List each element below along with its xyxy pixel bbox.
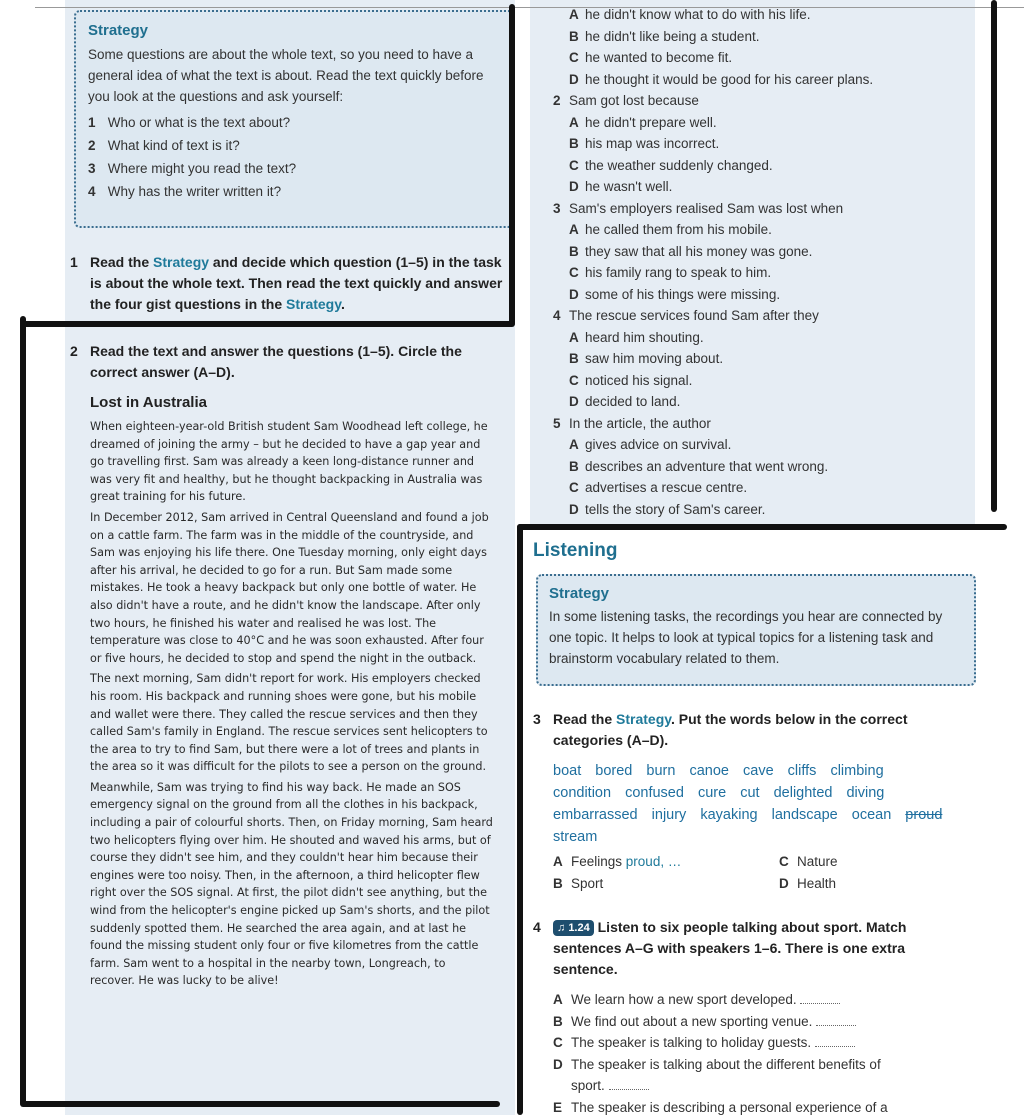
vocab-word[interactable]: bored bbox=[595, 763, 632, 779]
vocab-word[interactable]: proud bbox=[905, 807, 942, 823]
vocab-word[interactable]: injury bbox=[652, 807, 687, 823]
vocab-word[interactable]: cave bbox=[743, 763, 774, 779]
word-list bbox=[553, 760, 953, 848]
audio-track-badge[interactable]: ♫ 1.24 bbox=[553, 920, 594, 936]
marker-stroke bbox=[517, 524, 523, 1115]
category-A: A Feelings proud, … bbox=[553, 851, 681, 872]
story-text bbox=[90, 418, 493, 993]
top-rule bbox=[35, 7, 1024, 8]
marker-stroke bbox=[20, 321, 515, 327]
answer-option[interactable]: D some of his things were missing. bbox=[569, 284, 780, 306]
strategy-title: Strategy bbox=[549, 585, 609, 602]
match-sentence: D The speaker is talking about the different benefits of bbox=[553, 1054, 963, 1076]
match-sentence: C The speaker is talking to holiday guests. bbox=[553, 1032, 963, 1054]
vocab-word[interactable]: kayaking bbox=[700, 807, 757, 823]
task-number: 4 bbox=[533, 917, 541, 938]
strategy-link[interactable]: Strategy bbox=[286, 296, 341, 312]
answer-option[interactable]: A he didn't prepare well. bbox=[569, 112, 717, 134]
vocab-word[interactable]: cut bbox=[740, 785, 759, 801]
answer-option[interactable]: D tells the story of Sam's career. bbox=[569, 499, 765, 521]
story-paragraph: Meanwhile, Sam was trying to find his way back. He made an SOS emergency signal on the ground from all the clothes in his backpack, including a pair of colourful shorts. Then, on Friday morning, Sam heard two helicopters flying over him. He shouted and waved his arms, but of course they didn't see him, and they couldn't hear him because their engines were too noisy. Then, in the afternoon, a third helicopter flew right over the SOS signal. At first, the pilot didn't see anything, but the wind from the helicopter's engine picked up Sam's shorts, and the pilot suddenly spotted them. He searched the area again, and at last he found the missing student only four or five kilometres from the cattle farm. Sam went to a hospital in the nearby town, Longreach, to recover. He was lucky to be alive! bbox=[90, 779, 493, 990]
story-paragraph: In December 2012, Sam arrived in Central Queensland and found a job on a cattle farm. The farm was in the middle of the countryside, and Sam was enjoying his life there. One Tuesday morning, only eight days after his arrival, he decided to go for a run. But Sam made some mistakes. He took a heavy backpack but only one bottle of water. He also didn't have a route, and he didn't know the landscape. After only two hours, he finished his water and realised he was lost. The temperature was close to 40°C and he was soon exhausted. After four or five hours, he decided to stop and spend the night in the outback. bbox=[90, 509, 493, 667]
marker-stroke bbox=[517, 524, 1007, 530]
story-title: Lost in Australia bbox=[90, 394, 207, 411]
vocab-word[interactable]: condition bbox=[553, 785, 611, 801]
answer-blank[interactable] bbox=[815, 1046, 855, 1047]
category-C: C Nature bbox=[779, 851, 838, 872]
task-number: 1 bbox=[70, 252, 78, 273]
answer-option[interactable]: A he called them from his mobile. bbox=[569, 219, 772, 241]
answer-option[interactable]: B he didn't like being a student. bbox=[569, 26, 759, 48]
answer-option[interactable]: B they saw that all his money was gone. bbox=[569, 241, 812, 263]
answer-option[interactable]: C advertises a rescue centre. bbox=[569, 477, 747, 499]
strategy-text: In some listening tasks, the recordings you hear are connected by one topic. It helps to look at typical topics for a listening task and brainstorm vocabulary related to them. bbox=[549, 606, 964, 669]
question-stem: 3 Sam's employers realised Sam was lost when bbox=[553, 198, 843, 220]
strategy-question: 2 What kind of text is it? bbox=[88, 135, 498, 158]
answer-blank[interactable] bbox=[609, 1089, 649, 1090]
vocab-word[interactable]: confused bbox=[625, 785, 684, 801]
category-D: D Health bbox=[779, 873, 836, 894]
story-paragraph: When eighteen-year-old British student Sam Woodhead left college, he dreamed of joining the army – but he decided to have a gap year and go travelling first. Sam was already a keen long-distance runner and was very fit and healthy, but he thought backpacking in Australia was great training for his future. bbox=[90, 418, 493, 506]
answer-option[interactable]: A heard him shouting. bbox=[569, 327, 704, 349]
vocab-word[interactable]: landscape bbox=[772, 807, 838, 823]
answer-option[interactable]: D he thought it would be good for his career plans. bbox=[569, 69, 873, 91]
vocab-word[interactable]: delighted bbox=[774, 785, 833, 801]
answer-option[interactable]: C he wanted to become fit. bbox=[569, 47, 732, 69]
answer-option[interactable]: C his family rang to speak to him. bbox=[569, 262, 771, 284]
answer-option[interactable]: B saw him moving about. bbox=[569, 348, 723, 370]
vocab-word[interactable]: embarrassed bbox=[553, 807, 638, 823]
task-number: 3 bbox=[533, 709, 541, 730]
match-sentence: E The speaker is describing a personal experience of a bbox=[553, 1097, 963, 1118]
strategy-question: 1 Who or what is the text about? bbox=[88, 112, 498, 135]
task-2-instruction: Read the text and answer the questions (1–5). Circle the correct answer (A–D). bbox=[90, 341, 490, 383]
answer-blank[interactable] bbox=[816, 1025, 856, 1026]
marker-stroke bbox=[20, 1101, 500, 1107]
answer-option[interactable]: B his map was incorrect. bbox=[569, 133, 719, 155]
strategy-question: 4 Why has the writer written it? bbox=[88, 181, 498, 204]
strategy-intro: Some questions are about the whole text, so you need to have a general idea of what the text is about. Read the text quickly before you look at the questions and ask yourself: bbox=[88, 44, 498, 107]
answer-option[interactable]: C the weather suddenly changed. bbox=[569, 155, 773, 177]
marker-stroke bbox=[20, 316, 26, 1106]
question-stem: 2 Sam got lost because bbox=[553, 90, 699, 112]
vocab-word[interactable]: burn bbox=[646, 763, 675, 779]
task-number: 2 bbox=[70, 341, 78, 362]
strategy-question: 3 Where might you read the text? bbox=[88, 158, 498, 181]
strategy-box-listening bbox=[536, 574, 976, 686]
vocab-word[interactable]: canoe bbox=[689, 763, 729, 779]
task-3: 3 Read the Strategy. Put the words below in the correct categories (A–D). bbox=[533, 709, 953, 751]
task-2 bbox=[70, 341, 510, 383]
task-1: 1 Read the Strategy and decide which question (1–5) in the task is about the whole text. Then read the text quickly and answer the four gist questions in the Strategy. bbox=[70, 252, 510, 315]
answer-option[interactable]: D he wasn't well. bbox=[569, 176, 672, 198]
vocab-word[interactable]: stream bbox=[553, 829, 597, 845]
answer-option[interactable]: B describes an adventure that went wrong. bbox=[569, 456, 828, 478]
vocab-word[interactable]: boat bbox=[553, 763, 581, 779]
category-example: proud, … bbox=[626, 854, 682, 869]
strategy-link[interactable]: Strategy bbox=[616, 711, 671, 727]
story-paragraph: The next morning, Sam didn't report for work. His employers checked his room. His backpack and running shoes were gone, but his mobile and wallet were there. They called the rescue services and then they called Sam's family in England. The rescue services sent helicopters to the area to try to find Sam, but there were a lot of trees and plants in the area so it was difficult for the pilots to see a person on the ground. bbox=[90, 670, 493, 776]
question-stem: 5 In the article, the author bbox=[553, 413, 711, 435]
vocab-word[interactable]: cliffs bbox=[788, 763, 817, 779]
listening-heading: Listening bbox=[533, 540, 617, 562]
match-sentence: sport. bbox=[553, 1075, 963, 1097]
vocab-word[interactable]: climbing bbox=[830, 763, 883, 779]
vocab-word[interactable]: diving bbox=[846, 785, 884, 801]
vocab-word[interactable]: cure bbox=[698, 785, 726, 801]
match-sentence: A We learn how a new sport developed. bbox=[553, 989, 963, 1011]
strategy-question-list bbox=[88, 112, 498, 204]
answer-option[interactable]: C noticed his signal. bbox=[569, 370, 692, 392]
answer-blank[interactable] bbox=[800, 1003, 840, 1004]
strategy-link[interactable]: Strategy bbox=[153, 254, 209, 270]
task-4: 4 ♫ 1.24 Listen to six people talking about sport. Match sentences A–G with speakers 1–6. There is one extra sentence. bbox=[533, 917, 958, 980]
answer-option[interactable]: D decided to land. bbox=[569, 391, 680, 413]
task-4-items bbox=[553, 989, 963, 1118]
answer-option[interactable]: A he didn't know what to do with his life. bbox=[569, 4, 810, 26]
vocab-word[interactable]: ocean bbox=[852, 807, 892, 823]
match-sentence: B We find out about a new sporting venue. bbox=[553, 1011, 963, 1033]
question-stem: 4 The rescue services found Sam after they bbox=[553, 305, 819, 327]
answer-option[interactable]: A gives advice on survival. bbox=[569, 434, 731, 456]
strategy-box-reading bbox=[74, 10, 514, 228]
marker-stroke bbox=[509, 4, 515, 326]
strategy-title: Strategy bbox=[88, 22, 148, 39]
marker-stroke bbox=[991, 0, 997, 512]
category-B: B Sport bbox=[553, 873, 603, 894]
